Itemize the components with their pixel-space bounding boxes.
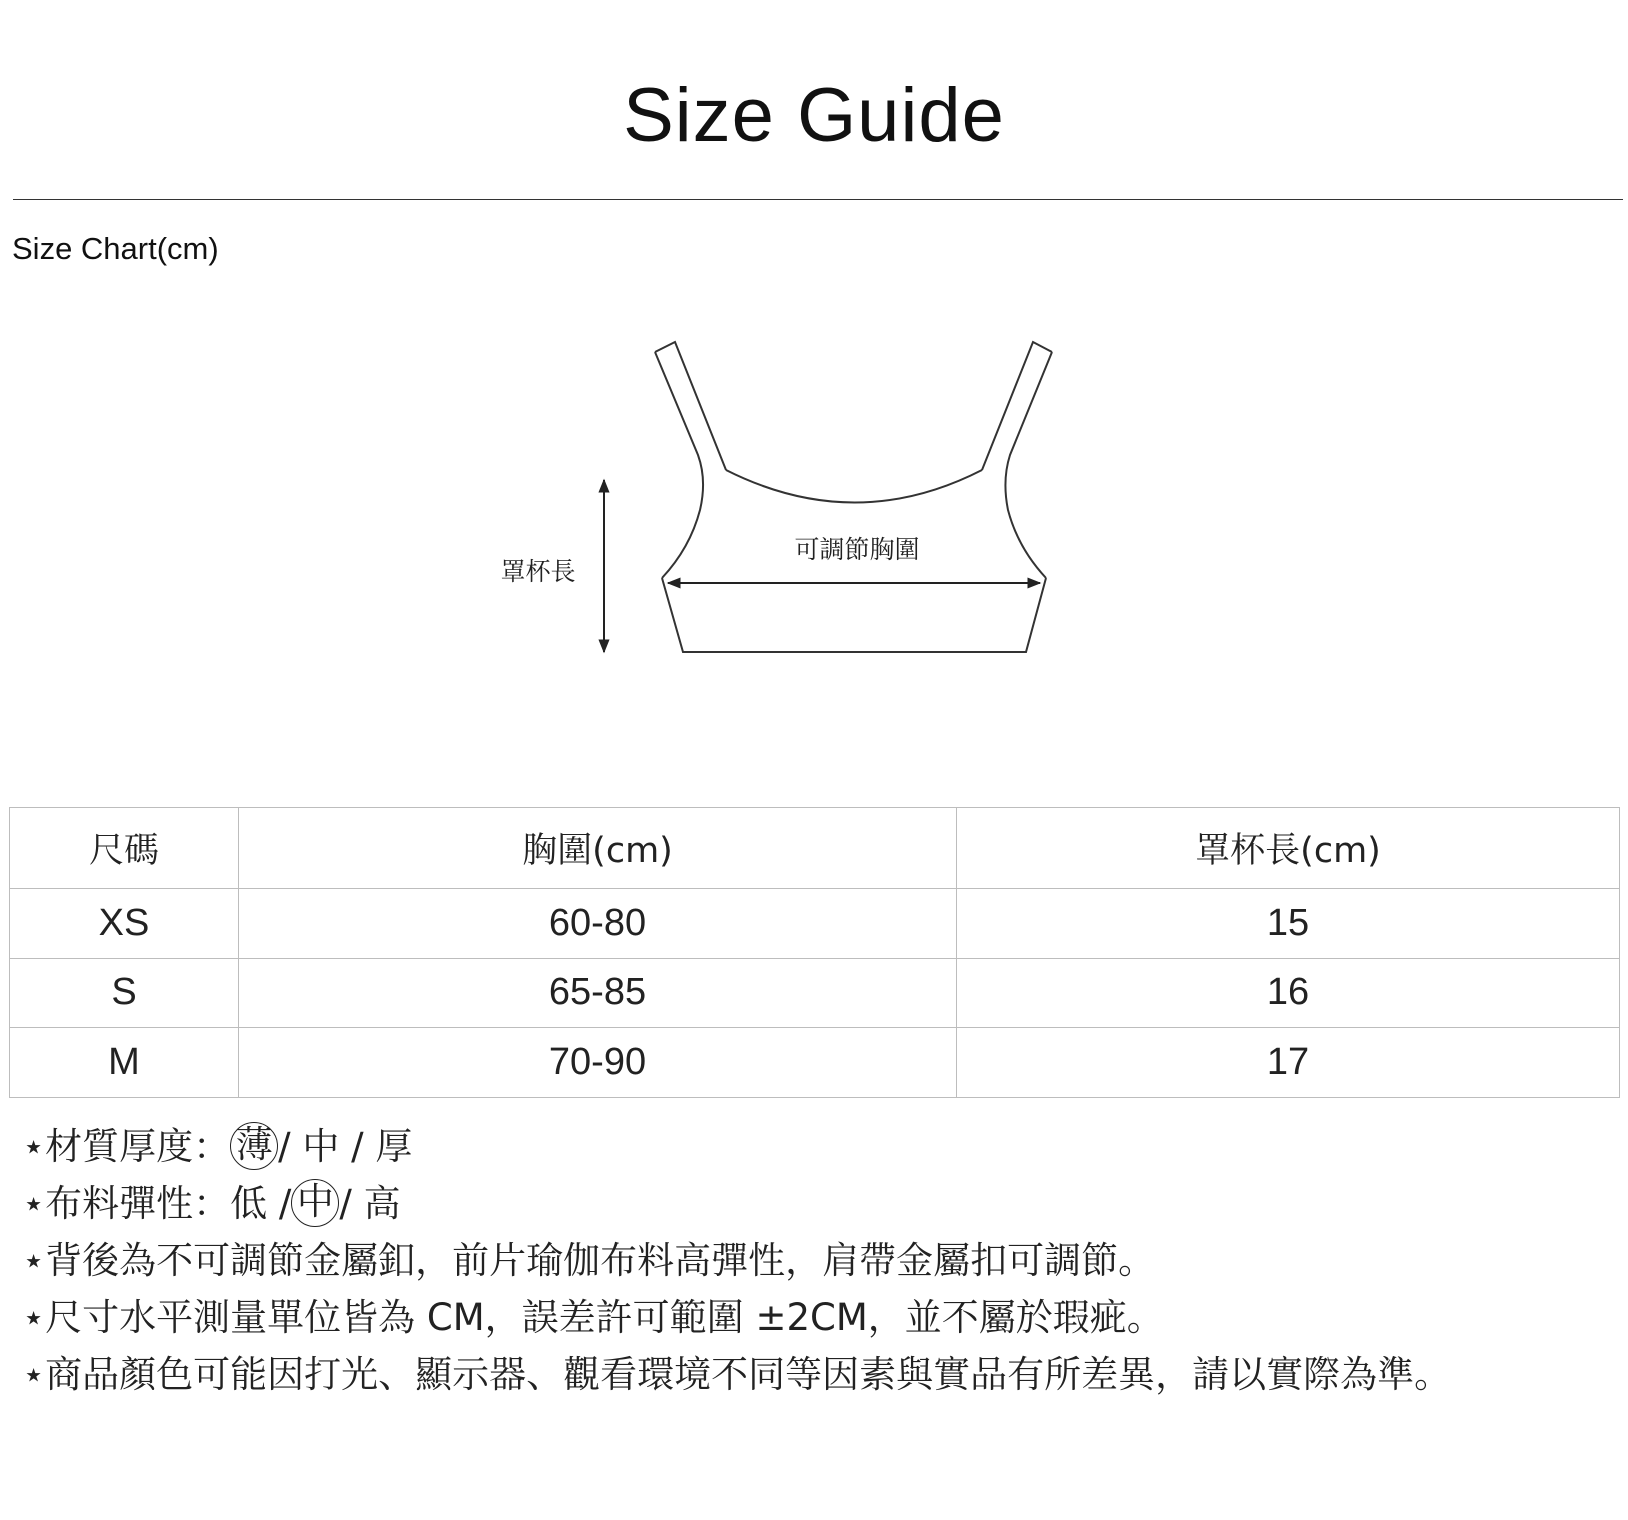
notes-list [22,1118,1622,1403]
note-thickness-rest: / 中 / 厚 [278,1125,413,1168]
note-elasticity [22,1175,1622,1232]
cup-length-cell: 16 [957,958,1620,1028]
cup-length-cell: 15 [957,888,1620,958]
garment-diagram [0,320,1628,680]
size-table [9,807,1620,1098]
size-cell: S [10,958,239,1028]
table-row [10,1028,1620,1098]
cup-length-label: 罩杯長 [500,557,576,586]
title-divider [13,199,1623,200]
table-row [10,888,1620,958]
page-title: Size Guide [623,73,1005,158]
note-elasticity-rest: / 高 [339,1182,401,1225]
selected-thickness-badge: 薄 [230,1122,278,1170]
header-cup-length: 罩杯長(cm) [957,808,1620,889]
note-line: ⋆背後為不可調節金屬釦，前片瑜伽布料高彈性，肩帶金屬扣可調節。 [22,1239,1156,1282]
bra-outline [655,342,1052,652]
chest-cell: 60-80 [239,888,957,958]
note-thickness-prefix: ⋆材質厚度： [22,1125,231,1168]
chest-cell: 65-85 [239,958,957,1028]
header-size: 尺碼 [10,808,239,889]
header-chest: 胸圍(cm) [239,808,957,889]
size-cell: XS [10,888,239,958]
table-row [10,958,1620,1028]
chest-cell: 70-90 [239,1028,957,1098]
note-line: ⋆尺寸水平測量單位皆為 CM，誤差許可範圍 ±2CM，並不屬於瑕疵。 [22,1296,1164,1339]
cup-length-cell: 17 [957,1028,1620,1098]
chest-label: 可調節胸圍 [794,535,920,564]
section-subtitle: Size Chart(cm) [12,231,219,266]
note-elasticity-prefix: ⋆布料彈性：低 / [22,1182,292,1225]
selected-elasticity-badge: 中 [291,1179,339,1227]
table-header-row [10,808,1620,889]
size-cell: M [10,1028,239,1098]
note-thickness [22,1118,1622,1175]
note-line: ⋆商品顏色可能因打光、顯示器、觀看環境不同等因素與實品有所差異，請以實際為準。 [22,1353,1452,1396]
